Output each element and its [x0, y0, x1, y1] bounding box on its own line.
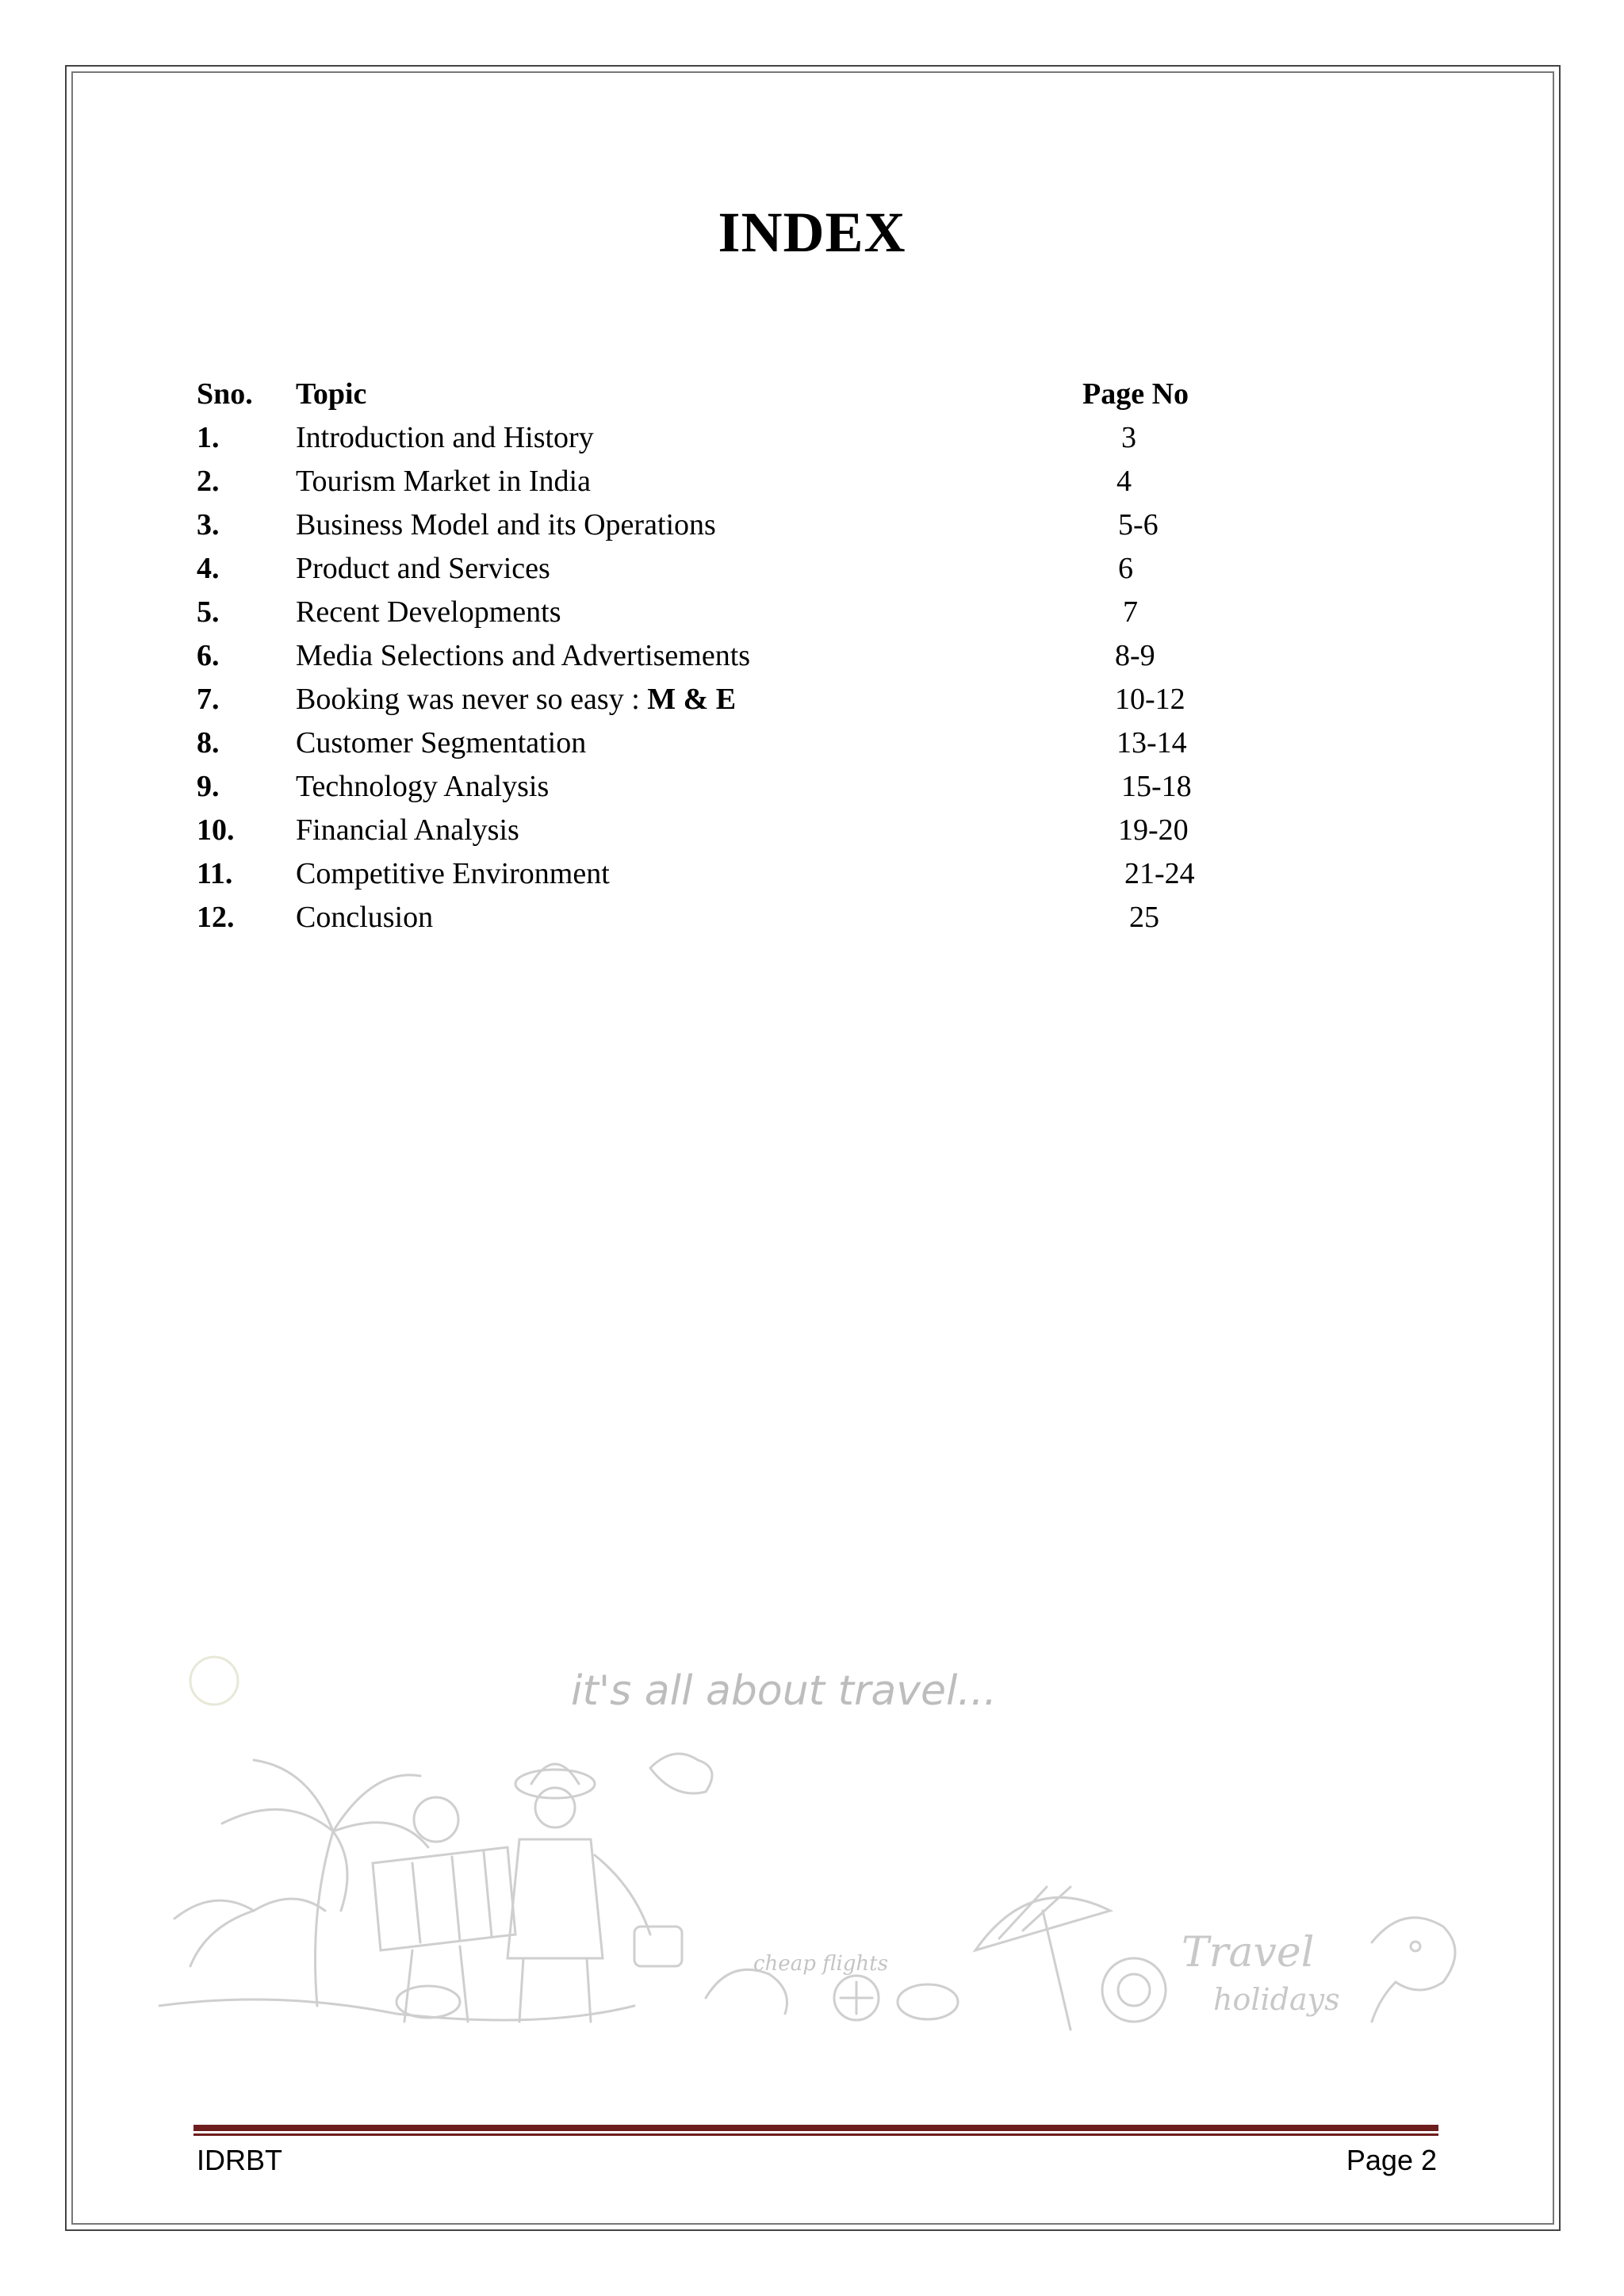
index-header-row — [197, 373, 1307, 416]
traveller-with-map-icon — [373, 1797, 515, 2022]
entry-topic: Customer Segmentation — [296, 726, 587, 760]
footer-rule — [193, 2125, 1438, 2131]
sun-icon — [190, 1657, 238, 1705]
index-row — [197, 503, 1307, 547]
footer-organization: IDRBT — [197, 2144, 282, 2176]
entry-sno: 12. — [197, 901, 235, 934]
beach-umbrella-icon — [975, 1887, 1110, 2030]
luggage-items-icon — [706, 1969, 958, 2020]
topic-header: Topic — [296, 377, 367, 411]
entry-page: 13-14 — [1116, 726, 1187, 760]
entry-topic: Introduction and History — [296, 421, 594, 454]
entry-page: 10-12 — [1115, 683, 1185, 716]
entry-page: 25 — [1129, 901, 1159, 934]
index-row — [197, 809, 1307, 852]
index-row — [197, 852, 1307, 896]
entry-topic: Product and Services — [296, 552, 550, 585]
index-table — [197, 373, 1307, 939]
entry-page: 21-24 — [1124, 857, 1195, 890]
index-row — [197, 678, 1307, 721]
elephant-icon — [1372, 1918, 1455, 2022]
entry-page: 19-20 — [1118, 813, 1189, 847]
entry-sno: 3. — [197, 508, 220, 541]
entry-sno: 1. — [197, 421, 220, 454]
entry-sno: 10. — [197, 813, 235, 847]
entry-sno: 11. — [197, 857, 233, 890]
entry-page: 8-9 — [1115, 639, 1155, 672]
entry-page: 15-18 — [1121, 770, 1192, 803]
entry-topic: Business Model and its Operations — [296, 508, 716, 541]
tagline-text: it's all about travel... — [571, 1667, 998, 1715]
index-row — [197, 460, 1307, 503]
entry-topic: Conclusion — [296, 901, 434, 934]
entry-page: 6 — [1118, 552, 1133, 585]
entry-sno: 4. — [197, 552, 220, 585]
travel-label: Travel — [1182, 1929, 1315, 1976]
index-row — [197, 896, 1307, 939]
sno-header: Sno. — [197, 377, 253, 411]
palm-tree-icon — [159, 1760, 634, 2020]
entry-page: 5-6 — [1118, 508, 1159, 541]
page-title: INDEX — [718, 201, 906, 264]
entry-topic: Recent Developments — [296, 595, 561, 629]
entry-topic: Technology Analysis — [296, 770, 550, 803]
entry-topic-text: Booking was never so easy : — [296, 683, 648, 716]
entry-topic: Media Selections and Advertisements — [296, 639, 751, 672]
entry-topic: Tourism Market in India — [296, 465, 591, 498]
entry-topic — [296, 678, 736, 721]
entry-page: 4 — [1116, 465, 1132, 498]
entry-sno: 6. — [197, 639, 220, 672]
index-row — [197, 721, 1307, 765]
footer-page-number: Page 2 — [1346, 2144, 1437, 2176]
entry-sno: 8. — [197, 726, 220, 760]
entry-page: 7 — [1123, 595, 1138, 629]
entry-page: 3 — [1121, 421, 1136, 454]
index-row — [197, 591, 1307, 634]
travel-sketch-illustration — [159, 1649, 1459, 2045]
entry-sno: 2. — [197, 465, 220, 498]
footer-rule-thin — [193, 2133, 1438, 2136]
entry-topic-bold: M & E — [647, 683, 737, 716]
page-no-header: Page No — [1082, 377, 1189, 411]
holidays-label: holidays — [1213, 1982, 1340, 2017]
compass-icon — [1102, 1958, 1166, 2022]
entry-topic: Competitive Environment — [296, 857, 610, 890]
explorer-icon — [508, 1754, 712, 2022]
entry-topic: Financial Analysis — [296, 813, 519, 847]
index-row — [197, 765, 1307, 809]
index-row — [197, 416, 1307, 460]
index-row — [197, 547, 1307, 591]
cheap-flights-label: cheap flights — [753, 1952, 888, 1976]
entry-sno: 5. — [197, 595, 220, 629]
index-row — [197, 634, 1307, 678]
entry-sno: 7. — [197, 683, 220, 716]
entry-sno: 9. — [197, 770, 220, 803]
